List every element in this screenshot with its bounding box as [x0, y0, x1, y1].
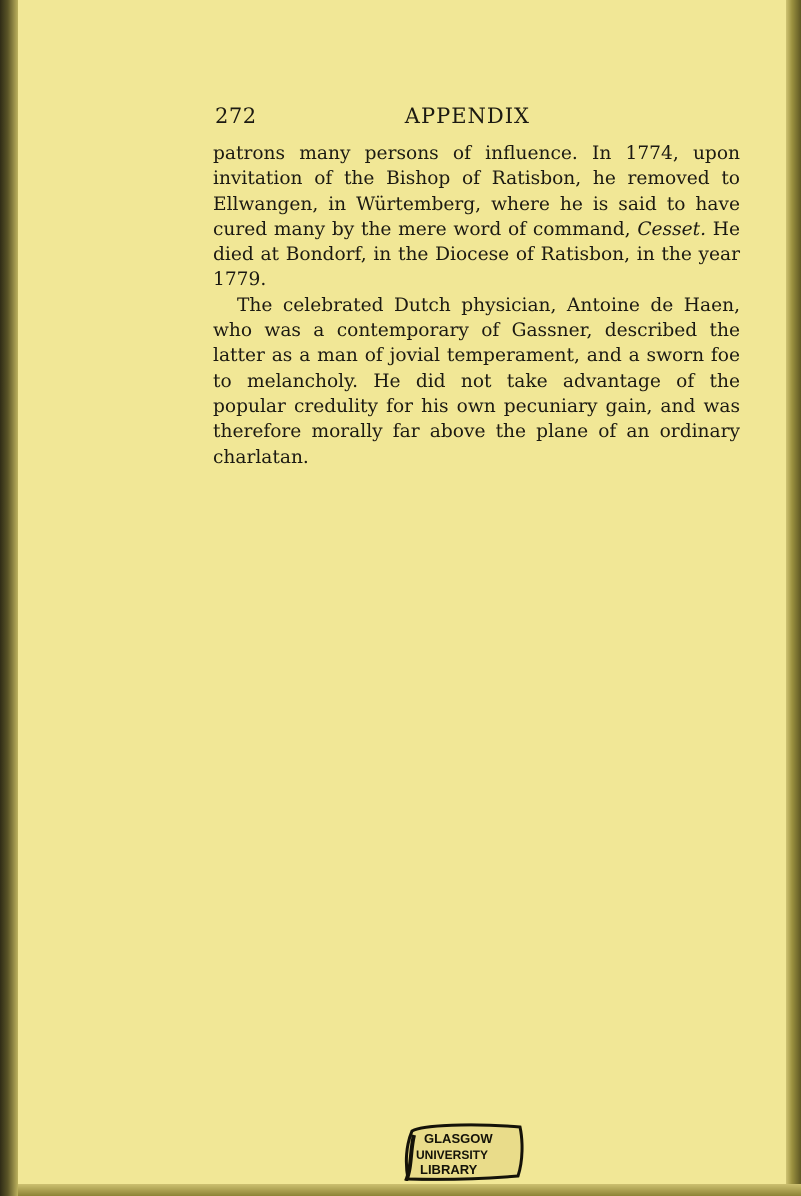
running-head: [215, 104, 530, 134]
library-stamp: [402, 1121, 526, 1181]
page-edge-bottom: [18, 1184, 801, 1196]
running-title: APPENDIX: [404, 104, 530, 128]
stamp-line-1: GLASGOW: [424, 1131, 493, 1146]
page-edge-right: [786, 0, 801, 1196]
page-number: 272: [215, 104, 257, 128]
body-text: [213, 141, 740, 470]
stamp-line-3: LIBRARY: [420, 1162, 478, 1177]
paragraph: The celebrated Dutch physician, Antoine de Haen, who was a contemporary of Gassner, described the latter as a man of jovial temperament, and a sworn foe to melancholy. He did not take advantage of the popular credulity for his own pecuniary gain, and was therefore morally far above the plane of an ordinary charlatan.: [213, 294, 740, 468]
stamp-line-2: UNIVERSITY: [416, 1148, 489, 1162]
paragraph-text: He died at Bondorf, in the Diocese of Ratisbon, in the year 1779.: [213, 218, 740, 291]
paragraph: [213, 141, 740, 293]
italic-word: Cesset.: [637, 218, 707, 240]
paragraph-text: patrons many persons of influence. In 1774, upon invitation of the Bishop of Ratisbon, he removed to Ellwangen, in Würtemberg, where he is said to have cured many by the mere word of command,: [213, 143, 740, 240]
